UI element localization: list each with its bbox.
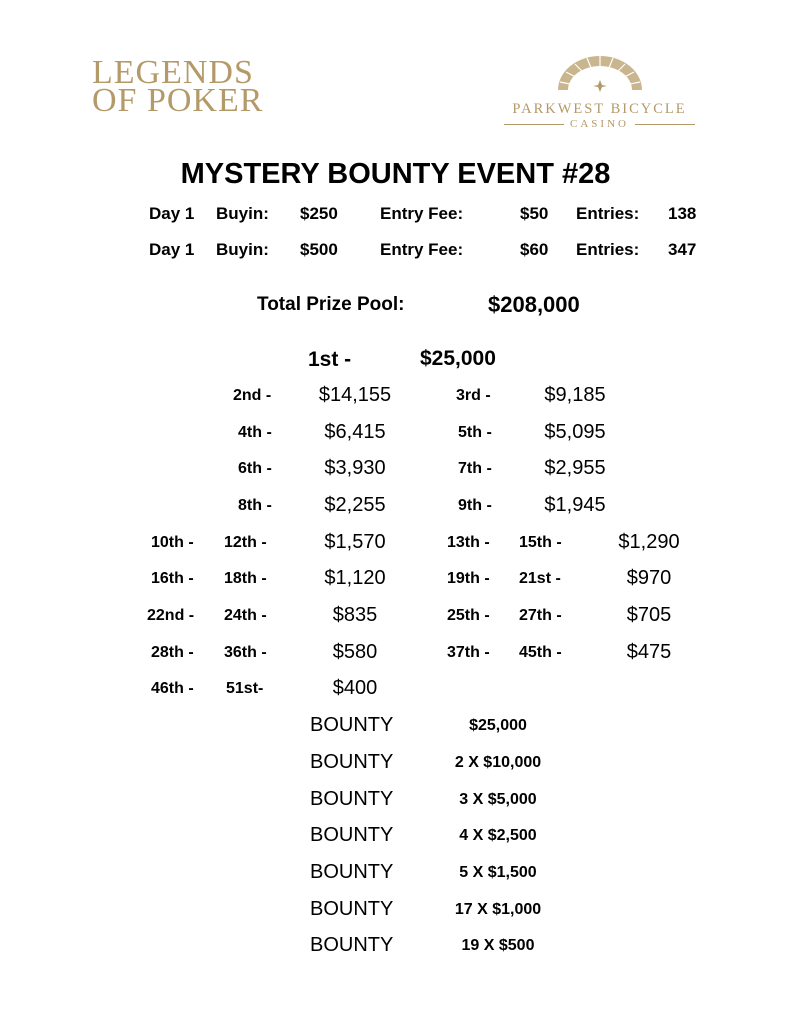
buyin-label: Buyin: — [216, 240, 269, 259]
payout-amount: $475 — [626, 641, 672, 663]
payout-amount: $1,290 — [618, 531, 680, 553]
buyin-value: $250 — [300, 204, 338, 223]
payout-place-start: 46th - — [151, 680, 194, 697]
logo-name: PARKWEST BICYCLE — [512, 101, 687, 117]
payout-amount: $6,415 — [324, 421, 386, 443]
payout-place-start: 16th - — [151, 570, 194, 587]
bounty-label: BOUNTY — [310, 824, 394, 846]
entry-fee-value: $60 — [520, 240, 549, 259]
payout-amount: $1,120 — [324, 567, 386, 589]
payout-amount: $2,255 — [324, 494, 386, 516]
entries-label: Entries: — [576, 240, 640, 259]
prize-pool-value: $208,000 — [488, 292, 580, 317]
payout-amount: $14,155 — [318, 384, 392, 406]
first-place-label: 1st - — [308, 348, 352, 371]
payout-amount: $1,945 — [544, 494, 606, 516]
logo-divider-right — [635, 124, 695, 125]
entries-label: Entries: — [576, 204, 640, 223]
payout-amount: $2,955 — [544, 457, 606, 479]
payout-place: 4th - — [238, 424, 272, 441]
bounty-label: BOUNTY — [310, 714, 394, 736]
logo-sub: CASINO — [570, 118, 629, 130]
day-label: Day 1 — [149, 204, 195, 223]
bounty-label: BOUNTY — [310, 898, 394, 920]
payout-place-start: 19th - — [447, 570, 490, 587]
fan-emblem-icon — [550, 54, 650, 94]
buyin-value: $500 — [300, 240, 338, 259]
payout-place-start: 22nd - — [147, 607, 195, 624]
payout-amount: $9,185 — [544, 384, 606, 406]
first-place-amount: $25,000 — [420, 347, 496, 370]
prize-pool-label: Total Prize Pool: — [257, 294, 405, 315]
payout-amount: $580 — [332, 641, 378, 663]
bounty-label: BOUNTY — [310, 751, 394, 773]
payout-place: 6th - — [238, 460, 272, 477]
payout-amount: $705 — [626, 604, 672, 626]
logo-divider-left — [504, 124, 564, 125]
payout-place: 9th - — [458, 497, 492, 514]
payout-amount: $3,930 — [324, 457, 386, 479]
logo-line-1: LEGENDS — [92, 54, 254, 91]
payout-place-end: 24th - — [224, 607, 267, 624]
payout-amount: $970 — [626, 567, 672, 589]
payout-place: 3rd - — [456, 387, 491, 404]
bounty-value: $25,000 — [469, 717, 527, 734]
buyin-label: Buyin: — [216, 204, 269, 223]
payout-place-start: 37th - — [447, 644, 490, 661]
payout-place: 8th - — [238, 497, 272, 514]
payout-amount: $835 — [332, 604, 378, 626]
bounty-label: BOUNTY — [310, 934, 394, 956]
entries-value: 347 — [668, 240, 697, 259]
payout-place-start: 25th - — [447, 607, 490, 624]
payout-place-end: 15th - — [519, 534, 562, 551]
page-title: MYSTERY BOUNTY EVENT #28 — [180, 158, 611, 190]
logo-line-2: OF POKER — [92, 82, 264, 119]
payout-place: 5th - — [458, 424, 492, 441]
bounty-value: 2 X $10,000 — [454, 754, 542, 771]
bounty-label: BOUNTY — [310, 788, 394, 810]
payout-place: 2nd - — [233, 387, 272, 404]
payout-place-start: 28th - — [151, 644, 194, 661]
bounty-label: BOUNTY — [310, 861, 394, 883]
entry-fee-label: Entry Fee: — [380, 240, 464, 259]
payout-place-end: 36th - — [224, 644, 267, 661]
payout-place-end: 51st- — [226, 680, 264, 697]
parkwest-bicycle-casino-logo — [492, 54, 707, 130]
payout-amount: $1,570 — [324, 531, 386, 553]
bounty-value: 19 X $500 — [461, 937, 535, 954]
payout-place: 7th - — [458, 460, 492, 477]
bounty-value: 17 X $1,000 — [454, 901, 542, 918]
bounty-value: 4 X $2,500 — [459, 827, 537, 844]
legends-of-poker-logo — [92, 54, 282, 119]
payout-place-end: 12th - — [224, 534, 267, 551]
day-label: Day 1 — [149, 240, 195, 259]
payout-place-end: 21st - — [519, 570, 561, 587]
bounty-value: 3 X $5,000 — [459, 791, 537, 808]
entry-fee-value: $50 — [520, 204, 549, 223]
payout-amount: $5,095 — [544, 421, 606, 443]
payout-place-end: 27th - — [519, 607, 562, 624]
payout-place-start: 10th - — [151, 534, 194, 551]
bounty-value: 5 X $1,500 — [459, 864, 537, 881]
payout-amount: $400 — [332, 677, 378, 699]
payout-place-end: 18th - — [224, 570, 267, 587]
payout-place-start: 13th - — [447, 534, 490, 551]
payout-place-end: 45th - — [519, 644, 562, 661]
entry-fee-label: Entry Fee: — [380, 204, 464, 223]
entries-value: 138 — [668, 204, 697, 223]
